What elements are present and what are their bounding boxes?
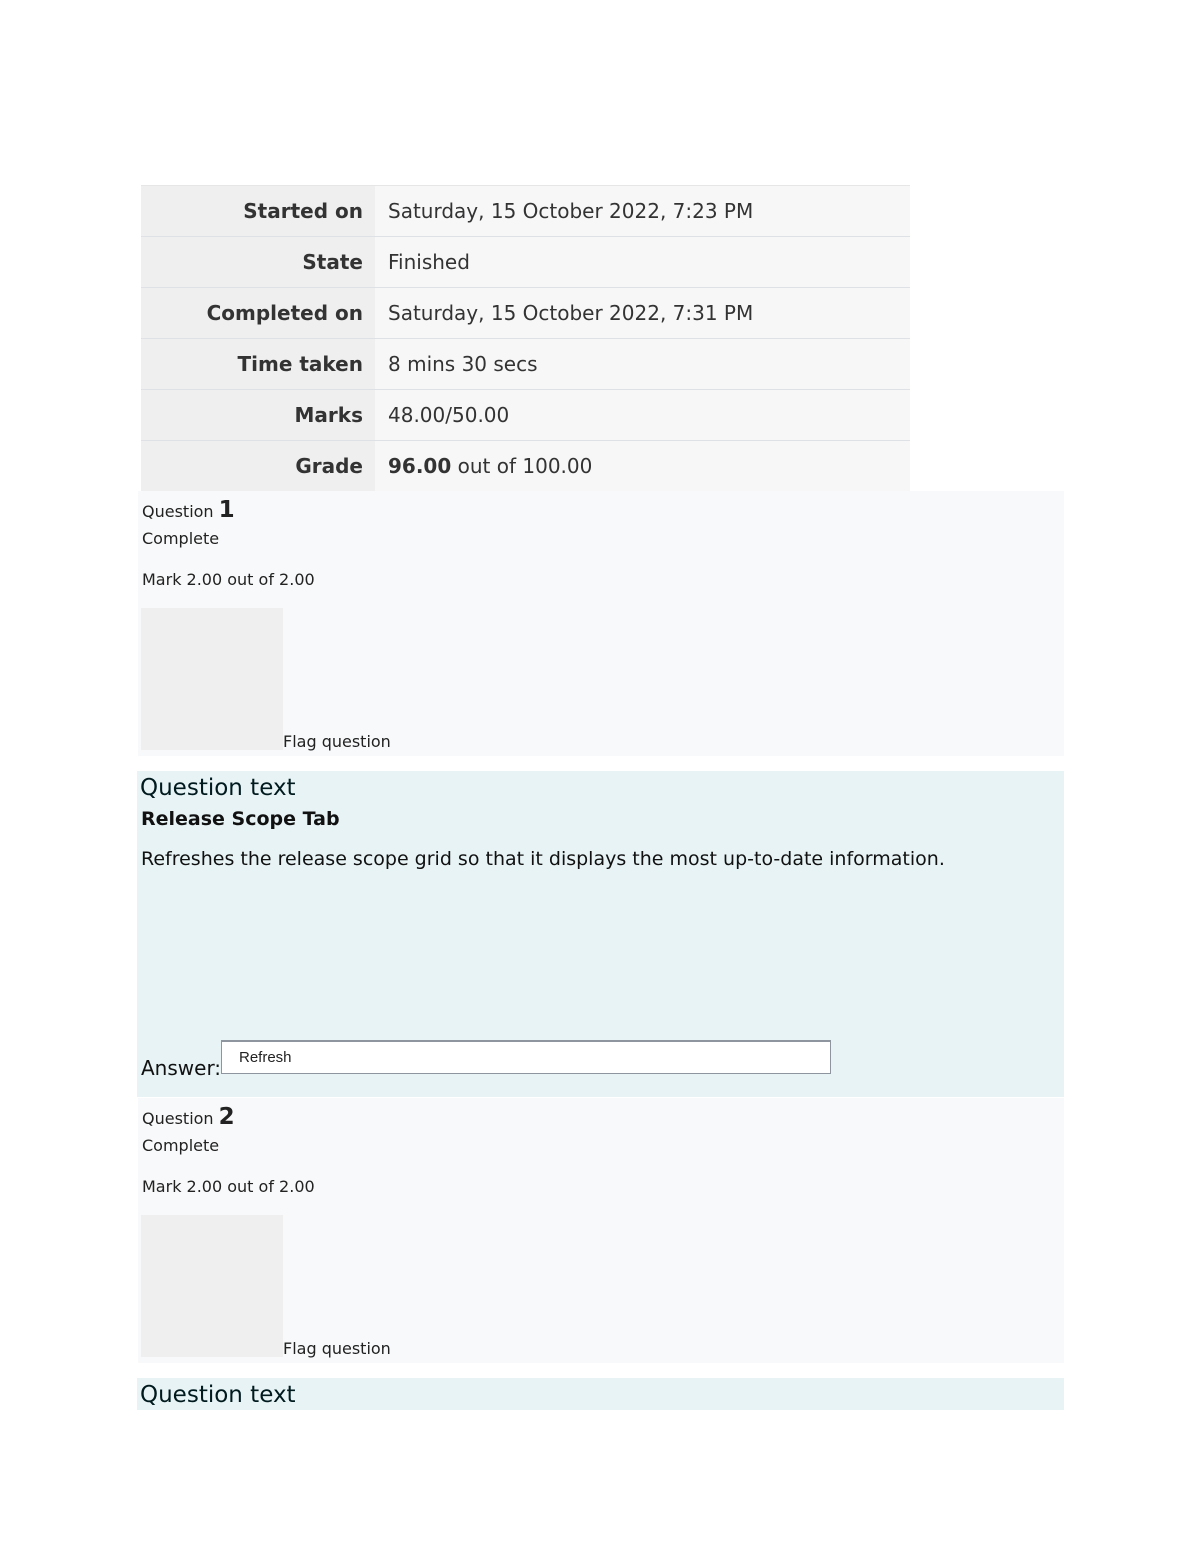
summary-row-state bbox=[141, 237, 910, 288]
summary-label: Marks bbox=[141, 390, 375, 441]
grade-out-of: out of 100.00 bbox=[451, 454, 593, 478]
summary-value bbox=[375, 441, 910, 492]
question-grade: Mark 2.00 out of 2.00 bbox=[142, 1177, 315, 1196]
question-prefix: Question bbox=[142, 1109, 219, 1128]
summary-value: Saturday, 15 October 2022, 7:31 PM bbox=[375, 288, 910, 339]
question-text-heading: Question text bbox=[140, 1382, 296, 1408]
question-number-value: 1 bbox=[218, 497, 235, 523]
question-state: Complete bbox=[142, 529, 220, 548]
summary-label: Completed on bbox=[141, 288, 375, 339]
summary-row-grade bbox=[141, 441, 910, 492]
question-topic: Release Scope Tab bbox=[141, 808, 340, 830]
summary-label: Started on bbox=[141, 186, 375, 237]
summary-row-started bbox=[141, 186, 910, 237]
question-text-heading: Question text bbox=[140, 775, 296, 801]
flag-question-link[interactable]: Flag question bbox=[283, 1339, 391, 1358]
question-1-content bbox=[137, 771, 1064, 1097]
summary-row-marks bbox=[141, 390, 910, 441]
answer-input[interactable] bbox=[221, 1040, 831, 1074]
question-number bbox=[142, 497, 235, 523]
answer-label: Answer: bbox=[141, 1056, 222, 1080]
summary-label: State bbox=[141, 237, 375, 288]
summary-label: Grade bbox=[141, 441, 375, 492]
quiz-summary-table bbox=[141, 185, 910, 491]
flag-question-link[interactable]: Flag question bbox=[283, 732, 391, 751]
question-2-content bbox=[137, 1378, 1064, 1410]
summary-row-completed bbox=[141, 288, 910, 339]
question-number-value: 2 bbox=[218, 1104, 235, 1130]
summary-label: Time taken bbox=[141, 339, 375, 390]
summary-value: Finished bbox=[375, 237, 910, 288]
summary-value: 48.00/50.00 bbox=[375, 390, 910, 441]
question-state: Complete bbox=[142, 1136, 220, 1155]
flag-icon[interactable] bbox=[141, 1215, 283, 1357]
flag-icon[interactable] bbox=[141, 608, 283, 750]
summary-row-time-taken bbox=[141, 339, 910, 390]
question-1-info bbox=[138, 491, 1064, 756]
question-description: Refreshes the release scope grid so that it displays the most up-to-date information. bbox=[141, 848, 945, 870]
summary-value: 8 mins 30 secs bbox=[375, 339, 910, 390]
grade-score: 96.00 bbox=[388, 454, 452, 478]
question-2-info bbox=[138, 1098, 1064, 1363]
summary-value: Saturday, 15 October 2022, 7:23 PM bbox=[375, 186, 910, 237]
question-grade: Mark 2.00 out of 2.00 bbox=[142, 570, 315, 589]
question-prefix: Question bbox=[142, 502, 219, 521]
question-number bbox=[142, 1104, 235, 1130]
